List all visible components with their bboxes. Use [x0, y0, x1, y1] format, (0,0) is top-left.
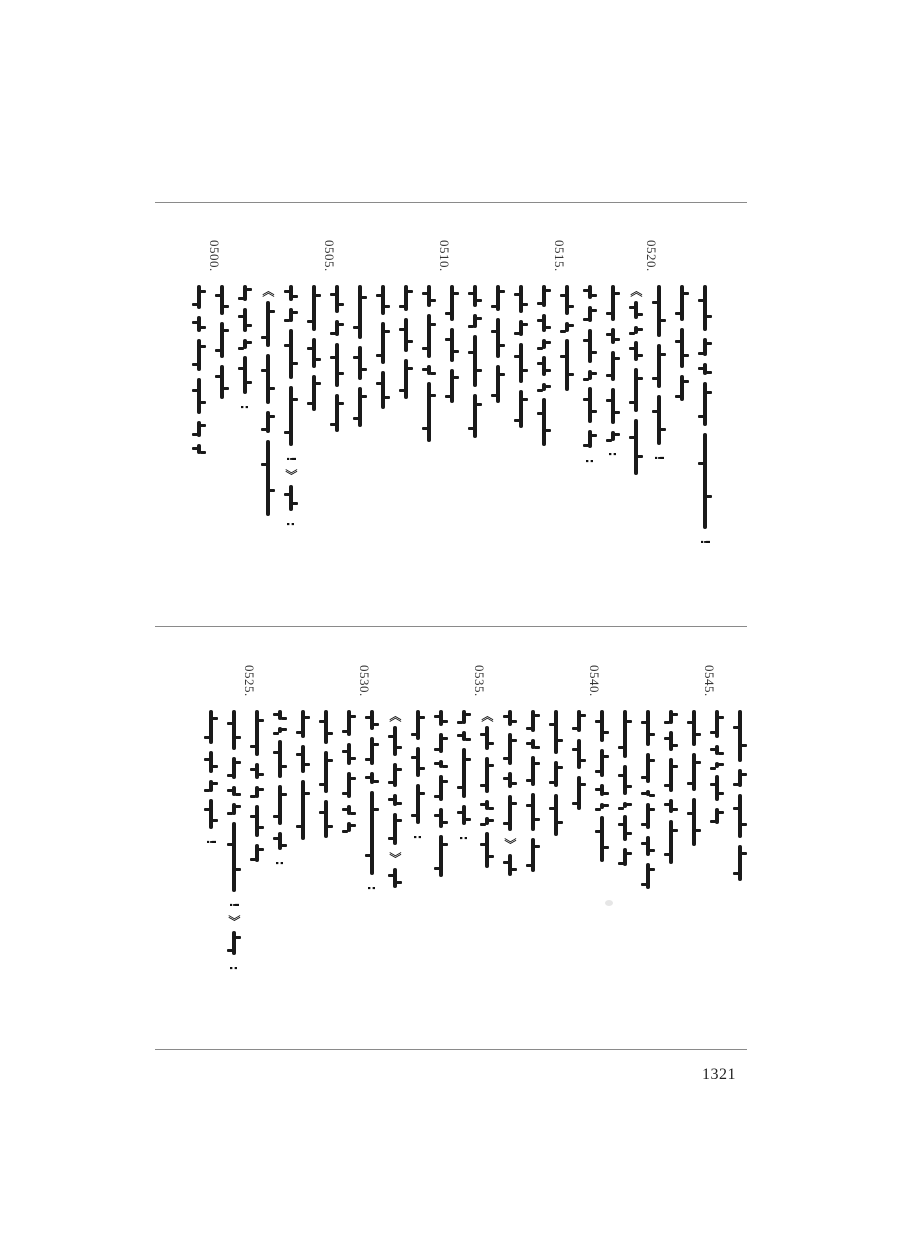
text-column	[533, 230, 555, 620]
text-column	[242, 655, 268, 1045]
mongolian-script-line	[572, 710, 586, 817]
mongolian-script-line	[560, 285, 574, 398]
text-column	[200, 655, 222, 1045]
text-column	[207, 230, 233, 620]
text-column	[384, 655, 406, 1045]
mongolian-script-line: 《	[629, 285, 643, 482]
mongolian-script-line: !	[698, 285, 712, 552]
mongolian-script-line	[342, 710, 356, 839]
text-column	[625, 230, 647, 620]
line-number: 0505.	[322, 240, 337, 272]
text-column	[568, 655, 590, 1045]
mongolian-script-line	[296, 710, 310, 847]
mongolian-script-line	[710, 710, 724, 831]
mongolian-script-line	[641, 710, 655, 896]
mongolian-script-line	[491, 285, 505, 410]
mongolian-script-line	[250, 710, 264, 869]
text-column	[223, 655, 245, 1045]
mongolian-script-line: 》	[503, 710, 517, 883]
mongolian-script-line	[192, 285, 206, 461]
text-column	[280, 230, 302, 620]
mongolian-script-line	[595, 710, 609, 869]
text-column	[407, 655, 429, 1045]
paper-speck	[605, 900, 613, 906]
mongolian-script-line	[376, 285, 390, 416]
text-column	[729, 655, 751, 1045]
text-column	[234, 230, 256, 620]
mongolian-script-line: :	[238, 285, 252, 417]
text-column	[357, 655, 383, 1045]
text-column	[637, 655, 659, 1045]
text-column	[587, 655, 613, 1045]
page-number: 1321	[702, 1066, 736, 1083]
mongolian-script-line: 《 》	[388, 710, 402, 895]
text-column	[472, 655, 498, 1045]
text-column	[660, 655, 682, 1045]
text-column	[510, 230, 532, 620]
text-column	[683, 655, 705, 1045]
text-column	[694, 230, 716, 620]
mongolian-script-line	[733, 710, 747, 888]
mongolian-script-line	[675, 285, 689, 408]
text-column	[292, 655, 314, 1045]
text-column	[702, 655, 728, 1045]
line-number: 0500.	[207, 240, 222, 272]
text-column	[430, 655, 452, 1045]
line-number: 0530.	[357, 665, 372, 697]
text-column	[487, 230, 509, 620]
mongolian-script-line: !	[204, 710, 218, 852]
mongolian-script-line: ! 》 :	[284, 285, 298, 534]
top-rule	[155, 202, 747, 203]
line-number: 0540.	[587, 665, 602, 697]
mongolian-script-line: :	[583, 285, 597, 471]
text-column	[545, 655, 567, 1045]
line-number: 0525.	[242, 665, 257, 697]
mongolian-script-line	[422, 285, 436, 449]
line-number: 0515.	[552, 240, 567, 272]
mongolian-script-line	[526, 710, 540, 879]
mongolian-script-line	[514, 285, 528, 435]
line-number: 0520.	[644, 240, 659, 272]
text-column	[303, 230, 325, 620]
text-column	[552, 230, 578, 620]
text-column	[499, 655, 521, 1045]
mongolian-script-line: :	[273, 710, 287, 873]
bottom-rule	[155, 1049, 747, 1050]
mongolian-script-line: 《	[261, 285, 275, 523]
text-column	[418, 230, 440, 620]
text-column	[579, 230, 601, 620]
text-column	[395, 230, 417, 620]
text-column	[453, 655, 475, 1045]
mongolian-script-line	[664, 710, 678, 871]
text-column	[257, 230, 279, 620]
text-column	[671, 230, 693, 620]
mongolian-script-line: :	[411, 710, 425, 847]
mongolian-script-line: !	[652, 285, 666, 468]
mongolian-script-line: :	[606, 285, 620, 464]
text-column	[602, 230, 624, 620]
text-column	[372, 230, 394, 620]
mongolian-script-line	[468, 285, 482, 445]
mongolian-script-line	[399, 285, 413, 406]
text-column	[464, 230, 486, 620]
text-column	[437, 230, 463, 620]
mongolian-script-line: :	[457, 710, 471, 848]
mongolian-script-line	[330, 285, 344, 439]
text-column	[322, 230, 348, 620]
text-column	[269, 655, 291, 1045]
middle-rule	[155, 626, 747, 627]
mongolian-script-line	[687, 710, 701, 853]
mongolian-script-line	[215, 285, 229, 406]
mongolian-script-line	[618, 710, 632, 873]
text-column	[614, 655, 636, 1045]
mongolian-script-line	[307, 285, 321, 418]
text-column	[522, 655, 544, 1045]
mongolian-script-line	[319, 710, 333, 845]
text-column	[338, 655, 360, 1045]
mongolian-script-line: 《	[480, 710, 494, 875]
mongolian-script-line	[445, 285, 459, 410]
line-number: 0535.	[472, 665, 487, 697]
text-column	[315, 655, 337, 1045]
mongolian-script-line	[537, 285, 551, 453]
line-number: 0545.	[702, 665, 717, 697]
mongolian-script-line	[434, 710, 448, 884]
mongolian-script-line	[549, 710, 563, 843]
text-column	[349, 230, 371, 620]
mongolian-script-line	[353, 285, 367, 434]
mongolian-script-line: :	[365, 710, 379, 898]
text-column	[188, 230, 210, 620]
text-column	[644, 230, 670, 620]
mongolian-script-line: ! 》 :	[227, 710, 241, 978]
line-number: 0510.	[437, 240, 452, 272]
